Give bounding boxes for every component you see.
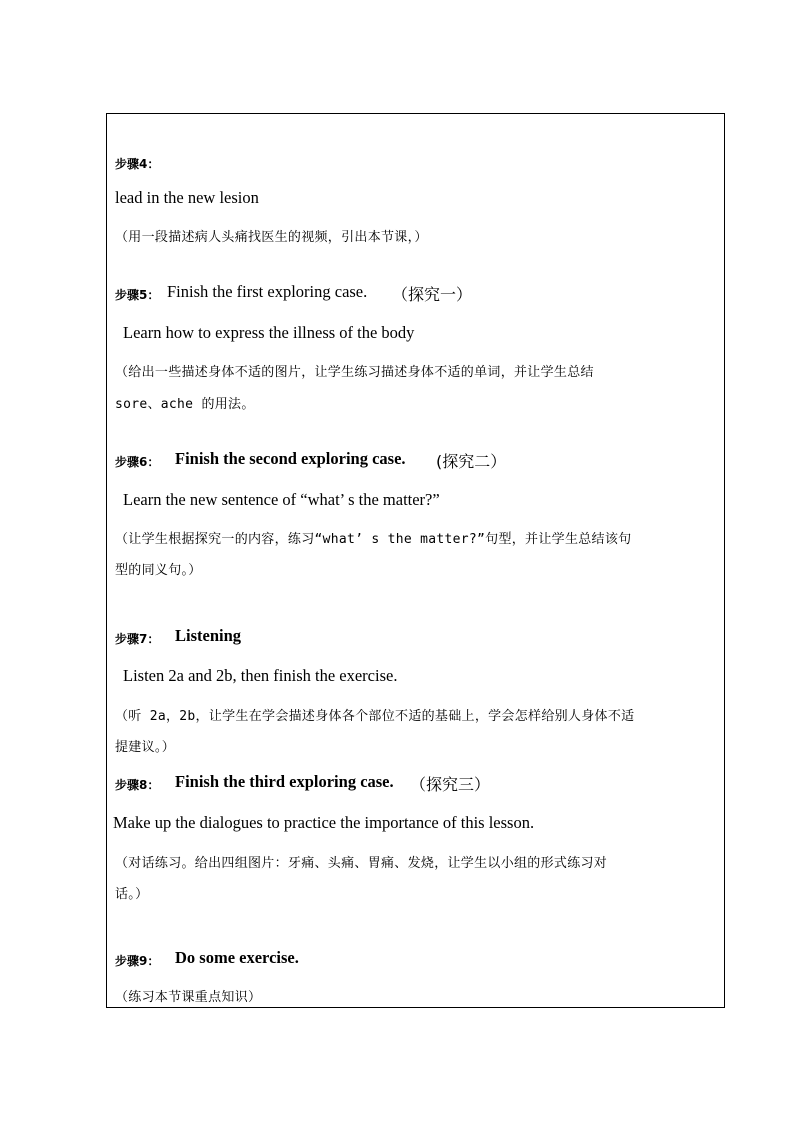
step6-line: Learn the new sentence of “what’ s the matter?”: [123, 490, 440, 509]
step9-label: 步骤9：: [115, 954, 160, 968]
step4-label: 步骤4：: [115, 157, 160, 171]
step8-title-cn: （探究三）: [410, 775, 491, 794]
step7-note-2: 提建议。）: [115, 740, 176, 755]
step8-note-2: 话。）: [115, 887, 149, 902]
step8-line: Make up the dialogues to practice the importance of this lesson.: [113, 813, 535, 832]
step4-line: lead in the new lesion: [115, 188, 259, 207]
lesson-steps-table-cell: [106, 113, 725, 1008]
step5-title-cn: （探究一）: [392, 285, 473, 304]
step7-note-1: （听 2a，2b，让学生在学会描述身体各个部位不适的基础上，学会怎样给别人身体不适: [115, 709, 635, 724]
step9-title: Do some exercise.: [175, 948, 299, 967]
step7-line: Listen 2a and 2b, then finish the exercise.: [123, 666, 398, 685]
step5-title: Finish the first exploring case.: [167, 282, 368, 301]
step5-note-1: （给出一些描述身体不适的图片，让学生练习描述身体不适的单词，并让学生总结: [115, 365, 594, 380]
step8-title: Finish the third exploring case.: [175, 772, 394, 791]
step9-note: （练习本节课重点知识）: [115, 990, 262, 1005]
step5-label: 步骤5：: [115, 288, 160, 302]
step7-label: 步骤7：: [115, 632, 160, 646]
step6-title: Finish the second exploring case.: [175, 449, 406, 468]
step6-label: 步骤6：: [115, 455, 160, 469]
step8-note-1: （对话练习。给出四组图片：牙痛、头痛、胃痛、发烧，让学生以小组的形式练习对: [115, 856, 608, 871]
step5-note-2: sore、ache 的用法。: [115, 397, 255, 412]
step6-note-1: （让学生根据探究一的内容，练习“what’ s the matter?”句型，并让学生总结该句: [115, 532, 632, 547]
step4-note: （用一段描述病人头痛找医生的视频，引出本节课，）: [115, 230, 428, 245]
step8-label: 步骤8：: [115, 778, 160, 792]
step7-title: Listening: [175, 626, 242, 645]
step5-line: Learn how to express the illness of the body: [123, 323, 415, 342]
step6-title-cn: (探究二）: [436, 452, 507, 471]
step6-note-2: 型的同义句。）: [115, 563, 202, 578]
